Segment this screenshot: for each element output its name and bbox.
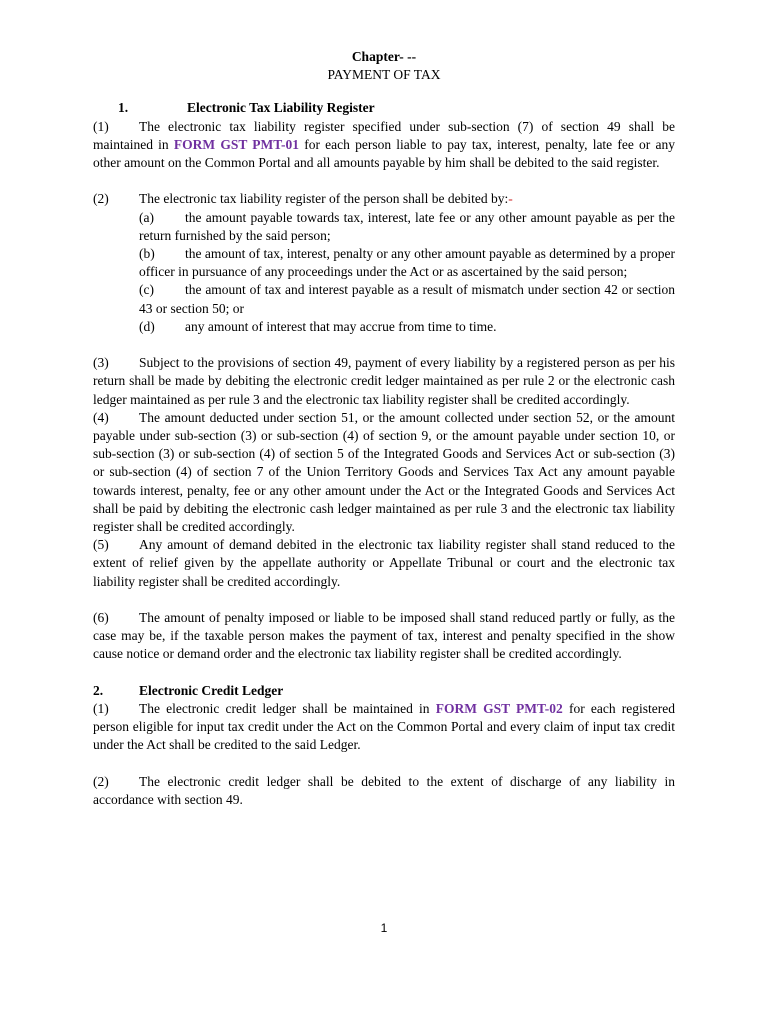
item-b-label: (b) [139,246,155,262]
s1-p5-text: Any amount of demand debited in the electronic tax liability register shall stand reduced to the extent of relief given by the appellate authority or Appellate Tribunal or court and the electronic tax liability register shall be credited accordingly. [93,537,675,589]
s1-p2-item-d [139,318,675,336]
s1-p2-dash: - [508,191,513,207]
s2-p1-text-after: for each registered person eligible for input tax credit under the Act on the Common Portal and every claim of input tax credit under the Act shall be credited to the said Ledger. [93,701,675,753]
page-number: 1 [380,921,388,935]
s1-p4-text: The amount deducted under section 51, or the amount collected under section 52, or the amount payable under sub-section (3) or sub-section (4) of section 9, or the amount payable under section 10, or sub-section (3) or sub-section (4) of section 5 of the Integrated Goods and Services Act or sub-section (3) or sub-section (4) of section 7 of the Union Territory Goods and Services Tax Act any amount payable towards interest, penalty, fee or any other amount under the Act or the Integrated Goods and Services Act shall be paid by debiting the electronic cash ledger maintained as per rule 3 and the electronic tax liability register shall be credited accordingly. [93,409,675,535]
s2-p1-number: (1) [93,701,109,717]
s1-paragraph-1 [93,118,675,173]
s2-paragraph-1 [93,700,675,755]
s1-p1-number: (1) [93,118,109,134]
item-d-text: any amount of interest that may accrue from time to time. [185,318,497,334]
s1-p6-text: The amount of penalty imposed or liable to be imposed shall stand reduced partly or fully, as the case may be, if the taxable person makes the payment of tax, interest and penalty specified in the show cause notice or demand order and the electronic tax liability register shall be credited accordingly. [93,610,675,662]
s1-p5-number: (5) [93,537,109,553]
s2-p2-text: The electronic credit ledger shall be debited to the extent of discharge of any liability in accordance with section 49. [93,773,675,808]
s1-p4-number: (4) [93,409,109,425]
item-a-text: the amount payable towards tax, interest, late fee or any other amount payable as per the return furnished by the said person; [139,209,675,243]
s2-p1-text-before: The electronic credit ledger shall be maintained in [139,701,436,717]
s1-paragraph-3 [93,354,675,409]
s1-paragraph-2 [93,190,675,208]
section-2-number: 2. [93,682,104,698]
section-1-title: Electronic Tax Liability Register [187,100,375,116]
section-2-heading [93,682,675,700]
s2-paragraph-2 [93,773,675,809]
s1-p1-text-before: The electronic tax liability register specified under sub-section (7) of section 49 shall be maintained in [93,118,675,152]
s2-p2-number: (2) [93,773,109,789]
s1-p3-text: Subject to the provisions of section 49, payment of every liability by a registered person as per his return shall be made by debiting the electronic credit ledger maintained as per rule 2 or the electronic cash ledger maintained as per rule 3 and the electronic tax liability register shall be credited accordingly. [93,355,675,407]
s1-p2-item-a [139,209,675,245]
section-1-heading [93,99,675,117]
s1-p3-number: (3) [93,355,109,371]
item-c-text: the amount of tax and interest payable as a result of mismatch under section 42 or section 43 or section 50; or [139,282,675,316]
item-b-text: the amount of tax, interest, penalty or any other amount payable as determined by a proper officer in pursuance of any proceedings under the Act or as ascertained by the said person; [139,246,675,280]
chapter-title: PAYMENT OF TAX [327,67,441,83]
s1-p2-text: The electronic tax liability register of the person shall be debited by: [139,191,509,207]
s1-p2-number: (2) [93,191,109,207]
chapter-label: Chapter- -- [351,49,417,64]
s1-p2-item-c [139,281,675,317]
item-c-label: (c) [139,282,154,298]
s1-paragraph-5 [93,536,675,591]
section-2-title: Electronic Credit Ledger [139,682,284,698]
s1-paragraph-4 [93,409,675,536]
form-gst-pmt-01-ref: FORM GST PMT-01 [173,136,300,152]
form-gst-pmt-02-ref: FORM GST PMT-02 [435,701,563,717]
document-body [93,48,675,809]
item-d-label: (d) [139,318,155,334]
s1-p2-item-b [139,245,675,281]
s1-p6-number: (6) [93,610,109,626]
section-1-number: 1. [118,100,129,116]
s1-p1-text-after: for each person liable to pay tax, interest, penalty, late fee or any other amount on the Common Portal and all amounts payable by him shall be debited to the said register. [93,136,675,171]
s1-paragraph-6 [93,609,675,664]
item-a-label: (a) [139,209,154,225]
